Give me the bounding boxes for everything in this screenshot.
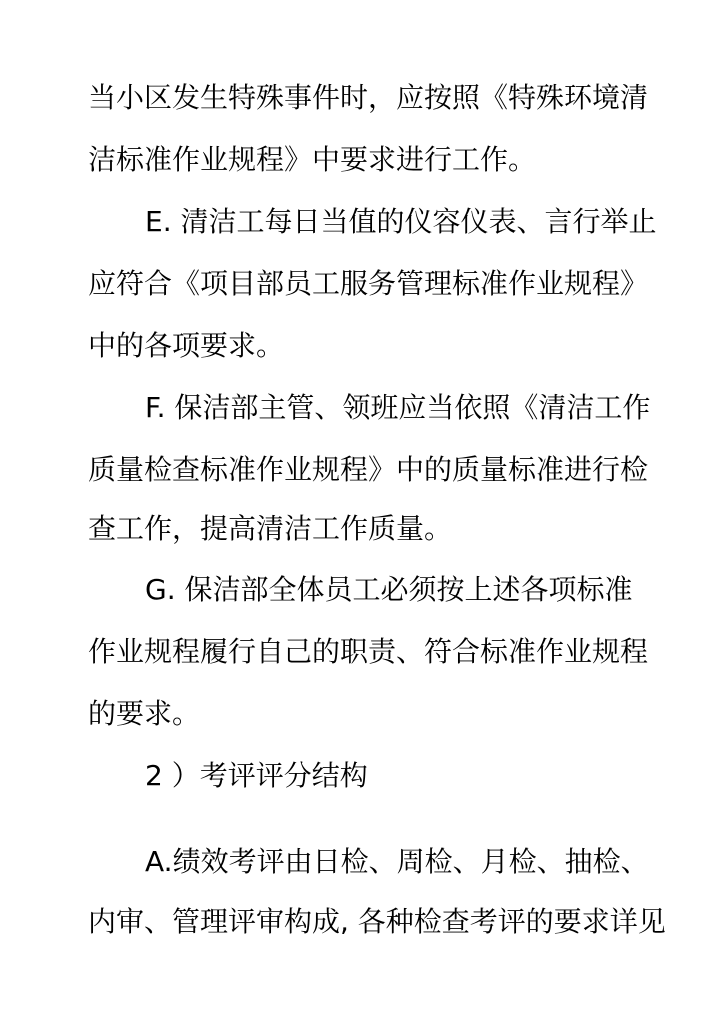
text-line: G. 保洁部全体员工必须按上述各项标准 bbox=[145, 573, 633, 606]
text-line: 质量检查标准作业规程》中的质量标准进行检 bbox=[88, 453, 649, 486]
text-line: 当小区发生特殊事件时，应按照《特殊环境清 bbox=[88, 81, 649, 114]
text-line: 中的各项要求。 bbox=[88, 329, 285, 362]
text-line: A.绩效考评由日检、周检、月检、抽检、 bbox=[145, 845, 649, 878]
section-heading: 2 ）考评评分结构 bbox=[145, 759, 368, 792]
text-line: 应符合《项目部员工服务管理标准作业规程》 bbox=[88, 267, 649, 300]
text-line: F. 保洁部主管、领班应当依照《清洁工作 bbox=[145, 391, 651, 424]
text-line: 作业规程履行自己的职责、符合标准作业规程 bbox=[88, 635, 649, 668]
text-line: E. 清洁工每日当值的仪容仪表、言行举止 bbox=[145, 205, 657, 238]
text-line: 内审、管理评审构成, 各种检查考评的要求详见 bbox=[88, 905, 666, 938]
text-line: 洁标准作业规程》中要求进行工作。 bbox=[88, 143, 537, 176]
text-line: 查工作，提高清洁工作质量。 bbox=[88, 512, 453, 545]
text-line: 的要求。 bbox=[88, 697, 201, 730]
